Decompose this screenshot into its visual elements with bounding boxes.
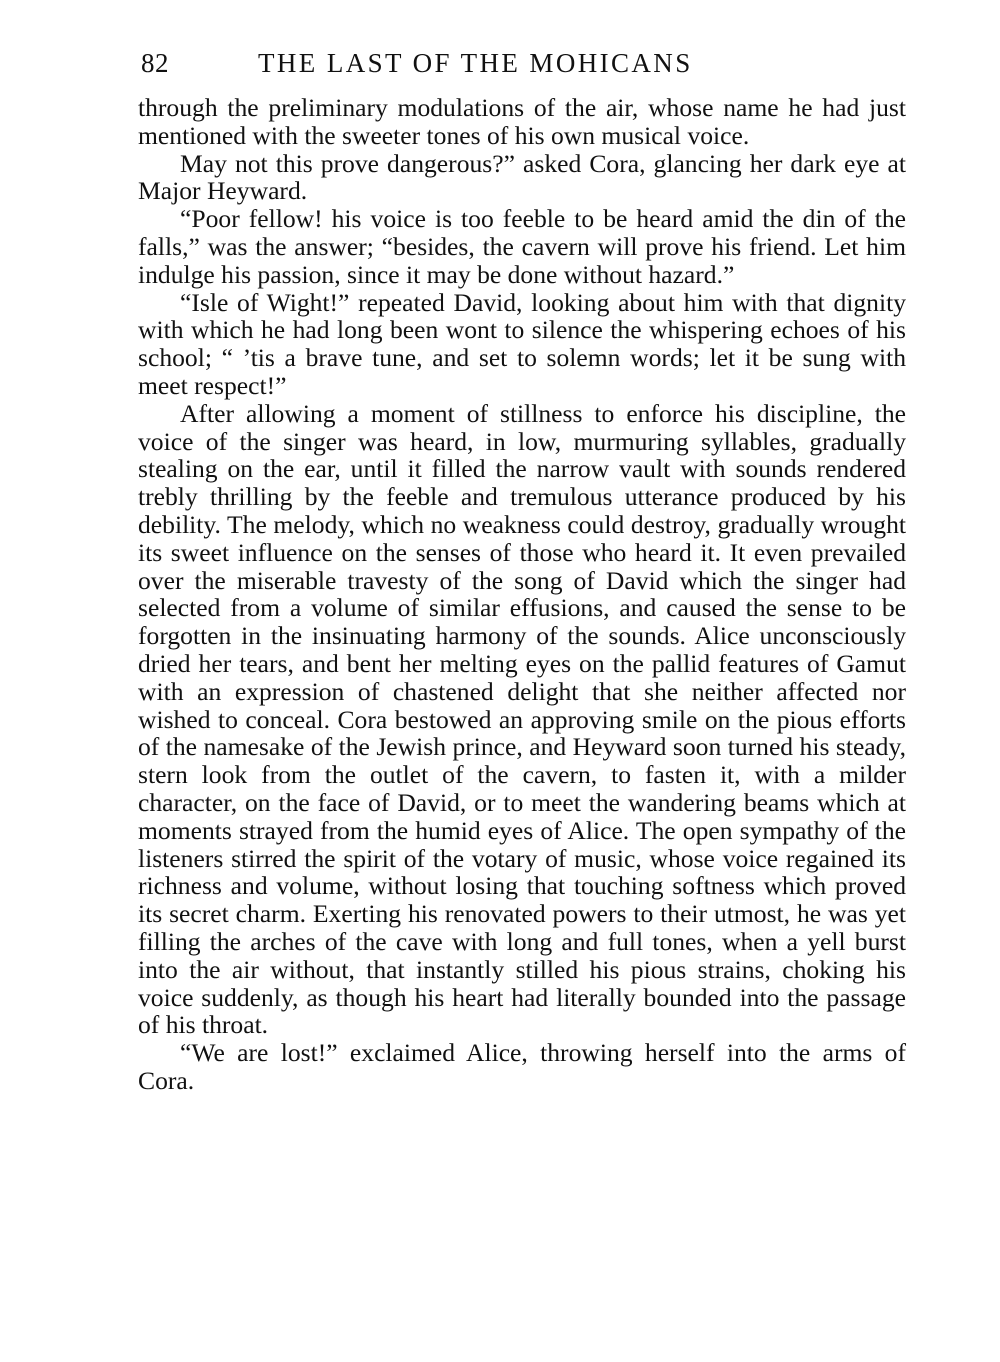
paragraph: May not this prove dangerous?” asked Cora, glancing her dark eye at Major Heyward. bbox=[138, 148, 906, 206]
paragraph: “Isle of Wight!” repeated David, looking about him with that dignity with which he had long been wont to silence the whispering echoes of his school; “ ’tis a brave tune, and set to solemn words; let it be sung with meet respect!” bbox=[138, 287, 906, 400]
book-page bbox=[138, 44, 906, 1095]
book-title: THE LAST OF THE MOHICANS bbox=[258, 48, 693, 78]
page-number: 82 bbox=[141, 48, 169, 78]
paragraph: “We are lost!” exclaimed Alice, throwing herself into the arms of Cora. bbox=[138, 1038, 906, 1095]
paragraph-continued: through the preliminary modulations of the air, whose name he had just mentioned with the sweeter tones of his own musical voice. bbox=[138, 93, 906, 150]
paragraph: After allowing a moment of stillness to enforce his discipline, the voice of the singer was heard, in low, murmuring syllables, gradually stealing on the ear, until it filled the narrow vault with sounds rendered trebly thrilling by the feeble and tremulous utterance produced by his debility. The melody, which no weakness could destroy, gradually wrought its sweet influence on the senses of those who heard it. It even prevailed over the miserable travesty of the song of David which the singer had selected from a volume of similar effusions, and caused the sense to be forgotten in the insinuating harmony of the sounds. Alice unconsciously dried her tears, and bent her melting eyes on the pallid features of Gamut with an expression of chastened delight that she neither affected nor wished to conceal. Cora bestowed an approving smile on the pious efforts of the namesake of the Jewish prince, and Heyward soon turned his steady, stern look from the outlet of the cavern, to fasten it, with a milder character, on the face of David, or to meet the wandering beams which at moments strayed from the humid eyes of Alice. The open sympathy of the listeners stirred the spirit of the votary of music, whose voice regained its richness and volume, without losing that touching softness which proved its secret charm. Exerting his renovated powers to their utmost, he was yet filling the arches of the cave with long and full tones, when a yell burst into the air without, that instantly stilled his pious strains, choking his voice suddenly, as though his heart had literally bounded into the passage of his throat. bbox=[138, 398, 906, 1040]
body-text bbox=[138, 94, 906, 1095]
running-head bbox=[138, 44, 906, 88]
paragraph: “Poor fellow! his voice is too feeble to be heard amid the din of the falls,” was the answer; “besides, the cavern will prove his friend. Let him indulge his passion, since it may be done without hazard.” bbox=[138, 204, 906, 289]
